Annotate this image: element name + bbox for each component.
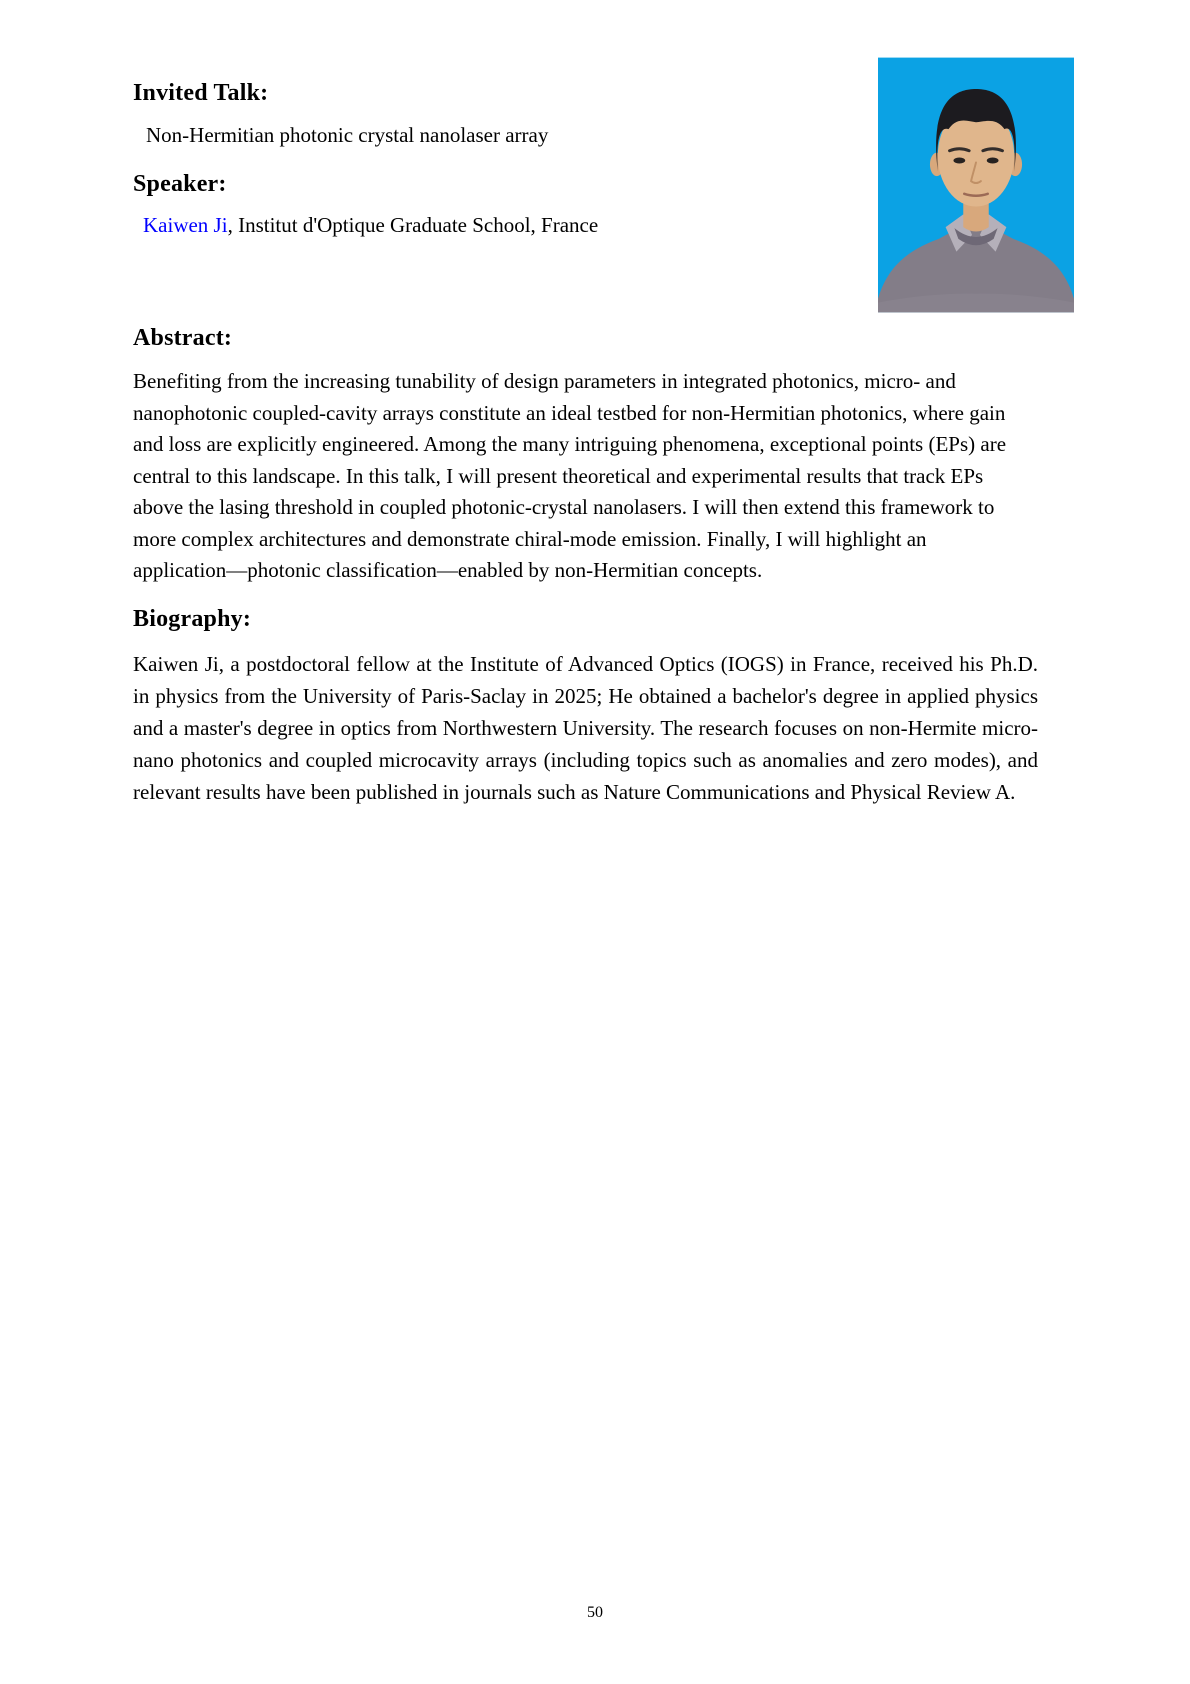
speaker-line (143, 212, 598, 239)
invited-talk-heading: Invited Talk: (133, 80, 269, 106)
speaker-portrait-graphic (878, 55, 1074, 315)
talk-title: Non-Hermitian photonic crystal nanolaser array (146, 123, 549, 147)
speaker-photo (878, 55, 1074, 315)
speaker-heading: Speaker: (133, 171, 227, 197)
biography-heading: Biography: (133, 606, 252, 632)
speaker-name-link[interactable]: Kaiwen Ji (143, 213, 228, 237)
page-number: 50 (587, 1604, 603, 1621)
abstract-heading: Abstract: (133, 325, 233, 351)
speaker-affiliation: , Institut d'Optique Graduate School, France (227, 213, 599, 237)
abstract-text: Benefiting from the increasing tunability of design parameters in integrated photonics, micro- and nanophotonic coupled-cavity arrays constitute an ideal testbed for non-Hermitian photonics, where gain and loss are explicitly engineered. Among the many intriguing phenomena, exceptional points (EPs) are central to this landscape. In this talk, I will present theoretical and experimental results that track EPs above the lasing threshold in coupled photonic-crystal nanolasers. I will then extend this framework to more complex architectures and demonstrate chiral-mode emission. Finally, I will highlight an application—photonic classification—enabled by non-Hermitian concepts. (133, 369, 1007, 582)
biography-text: Kaiwen Ji, a postdoctoral fellow at the Institute of Advanced Optics (IOGS) in France, received his Ph.D. in physics from the University of Paris-Saclay in 2025; He obtained a bachelor's degree in applied physics and a master's degree in optics from Northwestern University. The research focuses on non-Hermite micro-nano photonics and coupled microcavity arrays (including topics such as anomalies and zero modes), and relevant results have been published in journals such as Nature Communications and Physical Review A. (133, 652, 1038, 804)
